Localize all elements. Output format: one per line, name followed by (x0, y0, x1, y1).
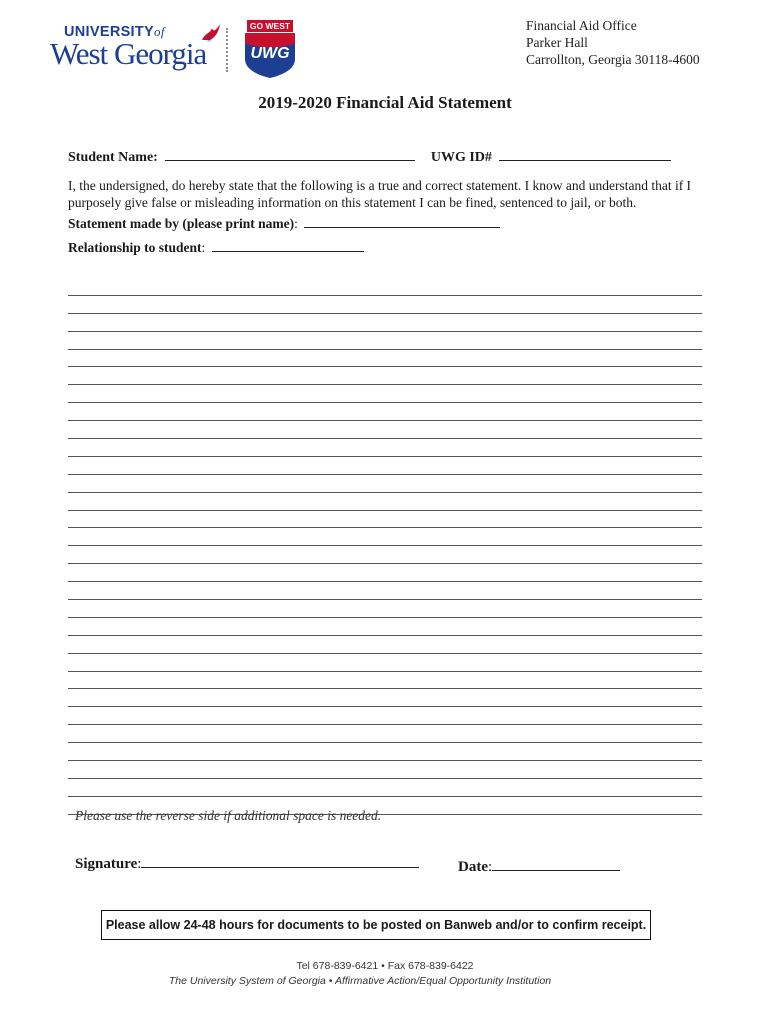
go-west-badge (243, 20, 297, 78)
processing-notice: Please allow 24-48 hours for documents to be posted on Banweb and/or to confirm receipt. (101, 910, 651, 940)
office-building: Parker Hall (526, 35, 588, 50)
statement-by-row: Statement made by (please print name): (68, 216, 500, 232)
statement-lines[interactable] (68, 278, 702, 815)
statement-line[interactable] (68, 475, 702, 493)
student-name-field[interactable] (165, 150, 415, 161)
statement-line[interactable] (68, 439, 702, 457)
statement-line[interactable] (68, 707, 702, 725)
statement-line[interactable] (68, 367, 702, 385)
office-city: Carrollton, Georgia 30118-4600 (526, 52, 700, 67)
statement-line[interactable] (68, 457, 702, 475)
statement-line[interactable] (68, 636, 702, 654)
relationship-field[interactable] (212, 241, 364, 252)
statement-line[interactable] (68, 779, 702, 797)
statement-line[interactable] (68, 296, 702, 314)
signature-row: Signature: (75, 856, 419, 873)
statement-line[interactable] (68, 761, 702, 779)
statement-line[interactable] (68, 582, 702, 600)
student-info-row (68, 150, 671, 166)
statement-line[interactable] (68, 350, 702, 368)
statement-line[interactable] (68, 278, 702, 296)
page-title: 2019-2020 Financial Aid Statement (258, 93, 512, 112)
statement-line[interactable] (68, 672, 702, 690)
statement-line[interactable] (68, 546, 702, 564)
office-name: Financial Aid Office (526, 18, 637, 33)
relationship-row: Relationship to student: (68, 240, 364, 256)
statement-by-label: Statement made by (please print name) (68, 216, 295, 231)
uwg-id-label: UWG ID# (430, 150, 492, 165)
date-field[interactable] (492, 860, 620, 871)
date-label: Date (458, 859, 488, 875)
uwg-logo (50, 24, 225, 72)
badge-go-west-text: GO WEST (247, 20, 293, 32)
logo-west-georgia-text: West Georgia® (50, 36, 211, 71)
statement-line[interactable] (68, 528, 702, 546)
relationship-label: Relationship to student (68, 240, 202, 255)
signature-field[interactable] (141, 857, 419, 868)
statement-line[interactable] (68, 385, 702, 403)
uwg-id-field[interactable] (499, 150, 671, 161)
statement-line[interactable] (68, 403, 702, 421)
student-name-label: Student Name: (68, 150, 158, 165)
statement-line[interactable] (68, 314, 702, 332)
reverse-side-note: Please use the reverse side if additional space is needed. (75, 808, 382, 823)
footer-tagline: The University System of Georgia • Affirmative Action/Equal Opportunity Institution (168, 975, 552, 987)
declaration-text: I, the undersigned, do hereby state that the following is a true and correct statement. I know and understand that if I purposely give false or misleading information on this statement I can be fined, sentenced to jail, or both. (68, 178, 692, 210)
footer-contact: Tel 678-839-6421 • Fax 678-839-6422 (296, 960, 474, 972)
office-address (526, 17, 700, 68)
statement-line[interactable] (68, 689, 702, 707)
statement-line[interactable] (68, 421, 702, 439)
statement-line[interactable] (68, 564, 702, 582)
statement-line[interactable] (68, 493, 702, 511)
statement-line[interactable] (68, 618, 702, 636)
statement-line[interactable] (68, 654, 702, 672)
statement-line[interactable] (68, 600, 702, 618)
logo-university-text: UNIVERSITYof (64, 24, 165, 40)
badge-uwg-text: UWG (250, 45, 290, 62)
statement-by-field[interactable] (304, 217, 500, 228)
statement-line[interactable] (68, 725, 702, 743)
date-row: Date: (458, 859, 620, 876)
statement-line[interactable] (68, 332, 702, 350)
logo-divider (226, 28, 228, 72)
statement-line[interactable] (68, 511, 702, 529)
statement-line[interactable] (68, 743, 702, 761)
signature-label: Signature (75, 856, 138, 872)
